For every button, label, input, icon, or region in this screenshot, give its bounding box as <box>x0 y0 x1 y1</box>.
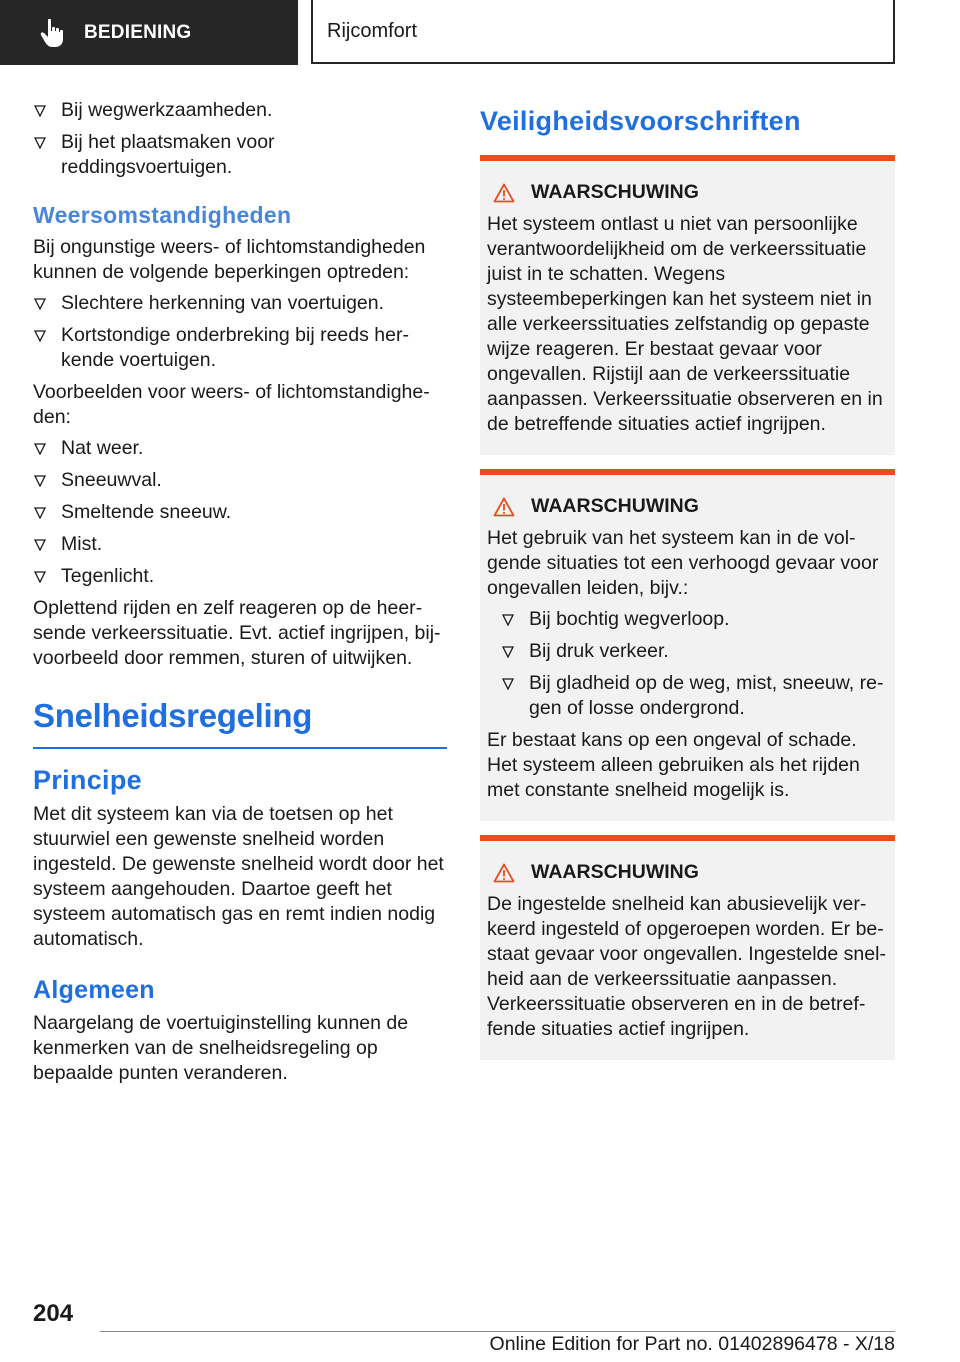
triangle-bullet-icon <box>34 475 46 487</box>
chapter-title: Rijcomfort <box>311 0 895 64</box>
list-item <box>33 532 447 557</box>
list-item <box>33 130 447 180</box>
warning-triangle-icon <box>493 497 515 517</box>
triangle-bullet-icon <box>502 646 514 658</box>
triangle-bullet-icon <box>34 539 46 551</box>
list-item-text: Kortstondige onderbreking bij reeds herkende voertuigen. <box>61 324 409 371</box>
section-tab <box>0 0 298 65</box>
list-item-text: Bij druk verkeer. <box>529 640 669 662</box>
weather-bullet-list <box>33 291 447 373</box>
intro-bullet-list <box>33 98 447 180</box>
triangle-bullet-icon <box>34 571 46 583</box>
warning-2-bullet-list <box>501 607 887 721</box>
list-item <box>33 564 447 589</box>
warning-triangle-icon <box>493 863 515 883</box>
edition-label: Online Edition for Part no. 01402896478 - X/18 <box>489 1333 895 1355</box>
hand-pointer-icon <box>40 18 66 48</box>
general-paragraph: Naargelang de voertuiginstelling kunnen de kenmerken van de snelheidsregeling op bepaalde punten veranderen. <box>33 1012 409 1084</box>
section-tab-label: BEDIENING <box>84 21 192 43</box>
heading-divider <box>33 747 447 749</box>
page-number: 204 <box>33 1300 74 1327</box>
list-item-text: Bij het plaatsmaken voor reddingsvoertuigen. <box>61 131 275 178</box>
right-column <box>480 98 895 1060</box>
list-item <box>33 436 447 461</box>
warning-header <box>493 861 887 884</box>
list-item-text: Nat weer. <box>61 437 144 459</box>
triangle-bullet-icon <box>502 614 514 626</box>
warning-2-text-2: Er bestaat kans op een ongeval of schade. Het systeem alleen gebruiken als het rijden met constante snelheid mogelijk is. <box>487 729 860 801</box>
warning-2-text-1: Het gebruik van het systeem kan in de volgende situaties tot een verhoogd gevaar voor ongevallen leiden, bijv.: <box>487 527 879 599</box>
triangle-bullet-icon <box>502 678 514 690</box>
list-item <box>33 291 447 316</box>
triangle-bullet-icon <box>34 137 46 149</box>
weather-paragraph-1: Bij ongunstige weers- of lichtomstandigheden kunnen de volgende beperkingen optreden: <box>33 236 426 283</box>
list-item-text: Slechtere herkenning van voertuigen. <box>61 292 385 314</box>
warning-label: WAARSCHUWING <box>531 495 699 517</box>
list-item-text: Bij wegwerkzaamheden. <box>61 99 273 121</box>
list-item-text: Sneeuwval. <box>61 469 162 491</box>
safety-heading: Veiligheidsvoorschriften <box>480 106 801 136</box>
weather-paragraph-2: Voorbeelden voor weers- of lichtomstandigheden: <box>33 381 430 428</box>
weather-heading: Weersomstandigheden <box>33 202 292 228</box>
list-item-text: Smeltende sneeuw. <box>61 501 232 523</box>
warning-box-2 <box>480 469 895 821</box>
warning-label: WAARSCHUWING <box>531 181 699 203</box>
triangle-bullet-icon <box>34 443 46 455</box>
principle-paragraph: Met dit systeem kan via de toetsen op het stuurwiel een gewenste snelheid worden ingesteld. De gewenste snelheid wordt door het systeem aangehouden. Daartoe geeft het systeem automatisch gas en remt indien nodig automatisch. <box>33 803 444 950</box>
list-item <box>501 671 887 721</box>
main-heading: Snelheidsregeling <box>33 697 313 734</box>
principle-heading: Principe <box>33 765 142 795</box>
list-item-text: Tegenlicht. <box>61 565 155 587</box>
left-column <box>33 98 447 1092</box>
warning-3-text: De ingestelde snelheid kan abusievelijk verkeerd ingesteld of opgeroepen worden. Er bestaat gevaar voor ongevallen. Ingestelde snelheid aan de verkeerssituatie aanpassen. Verkeerssituatie observeren en in de betreffende situaties actief ingrijpen. <box>487 893 886 1040</box>
triangle-bullet-icon <box>34 330 46 342</box>
warning-box-3 <box>480 835 895 1060</box>
list-item <box>501 639 887 664</box>
list-item <box>33 500 447 525</box>
list-item-text: Mist. <box>61 533 103 555</box>
triangle-bullet-icon <box>34 507 46 519</box>
warning-header <box>493 181 887 204</box>
list-item <box>33 98 447 123</box>
warning-label: WAARSCHUWING <box>531 861 699 883</box>
weather-paragraph-3: Oplettend rijden en zelf reageren op de heersende verkeerssituatie. Evt. actief ingrijpen, bijvoorbeeld door remmen, sturen of uitwijken. <box>33 597 441 669</box>
list-item <box>501 607 887 632</box>
triangle-bullet-icon <box>34 105 46 117</box>
triangle-bullet-icon <box>34 298 46 310</box>
list-item <box>33 468 447 493</box>
example-bullet-list <box>33 436 447 589</box>
footer-divider <box>100 1331 895 1332</box>
list-item <box>33 323 447 373</box>
warning-triangle-icon <box>493 183 515 203</box>
warning-header <box>493 495 887 518</box>
warning-box-1 <box>480 155 895 455</box>
list-item-text: Bij bochtig wegverloop. <box>529 608 730 630</box>
warning-1-text: Het systeem ontlast u niet van persoonlijke verantwoordelijkheid om de verkeerssituatie juist in te schatten. Wegens systeembeperkingen kan het systeem niet in alle verkeerssituaties zelfstandig op gepaste wijze reageren. Er bestaat gevaar voor ongevallen. Rijstijl aan de verkeerssituatie aanpassen. Verkeerssituatie observeren en in de betreffende situaties actief ingrijpen. <box>487 213 883 435</box>
list-item-text: Bij gladheid op de weg, mist, sneeuw, regen of losse ondergrond. <box>529 672 884 719</box>
general-heading: Algemeen <box>33 976 155 1004</box>
